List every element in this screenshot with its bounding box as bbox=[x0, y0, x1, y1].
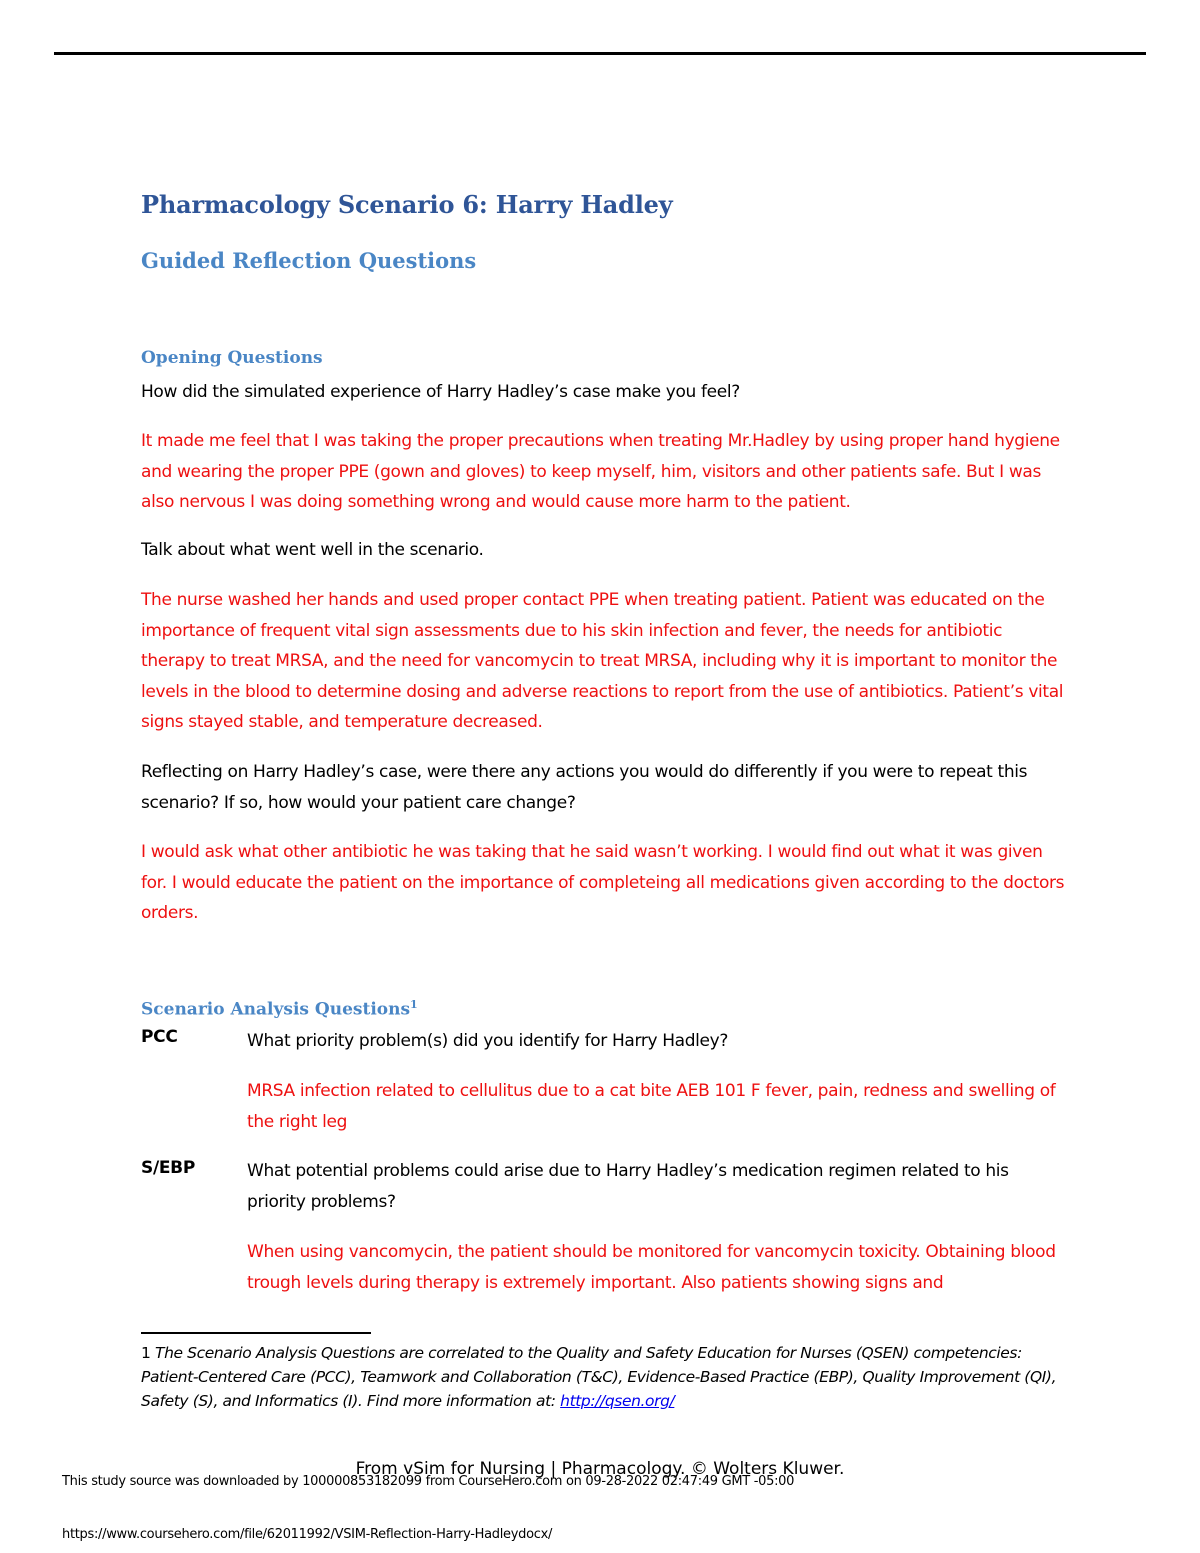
page-subtitle: Guided Reflection Questions bbox=[141, 248, 477, 273]
footnote-text: The Scenario Analysis Questions are correlated to the Quality and Safety Education for Nurses (QSEN) competencies: Patient-Centered Care (PCC), Teamwork and Collaboration (T&C), Evidence-Based Practice (EBP), Quality Improvement (QI), Safety (S), and Informatics (I). Find more information at: bbox=[141, 1344, 1057, 1410]
download-note: This study source was downloaded by 100000853182099 from CourseHero.com on 09-28-2022 02:47:49 GMT -05:00 bbox=[62, 1474, 795, 1489]
top-rule bbox=[54, 52, 1146, 55]
footnote-divider bbox=[141, 1332, 371, 1334]
page-title: Pharmacology Scenario 6: Harry Hadley bbox=[141, 190, 673, 219]
footer-credit: From vSim for Nursing | Pharmacology. © Wolters Kluwer. bbox=[355, 1459, 845, 1479]
analysis-question-2: What potential problems could arise due to Harry Hadley’s medication regimen related to his priority problems? bbox=[247, 1161, 1009, 1212]
opening-question-1: How did the simulated experience of Harry Hadley’s case make you feel? bbox=[141, 382, 740, 402]
footnote-marker[interactable]: 1 bbox=[410, 998, 418, 1011]
opening-answer-2: The nurse washed her hands and used proper contact PPE when treating patient. Patient was educated on the importance of frequent vital sign assessments due to his skin infection and fever, the needs for antibiotic therapy to treat MRSA, and the need for vancomycin to treat MRSA, including why it is important to monitor the levels in the blood to determine dosing and adverse reactions to report from the use of antibiotics. Patient’s vital signs stayed stable, and temperature decreased. bbox=[141, 590, 1064, 732]
opening-answer-3: I would ask what other antibiotic he was taking that he said wasn’t working. I would find out what it was given for. I would educate the patient on the importance of completeing all medications given according to the doctors orders. bbox=[141, 842, 1065, 923]
opening-question-2: Talk about what went well in the scenario. bbox=[141, 540, 484, 560]
competency-code-pcc: PCC bbox=[141, 1027, 178, 1047]
analysis-answer-2: When using vancomycin, the patient should be monitored for vancomycin toxicity. Obtaining blood trough levels during therapy is extremely important. Also patients showing signs and bbox=[247, 1242, 1056, 1293]
competency-code-sebp: S/EBP bbox=[141, 1158, 195, 1178]
scenario-analysis-heading bbox=[141, 998, 418, 1020]
analysis-answer-1: MRSA infection related to cellulitus due to a cat bite AEB 101 F fever, pain, redness and swelling of the right leg bbox=[247, 1081, 1056, 1132]
scenario-analysis-heading-text: Scenario Analysis Questions bbox=[141, 999, 411, 1020]
opening-answer-1: It made me feel that I was taking the proper precautions when treating Mr.Hadley by using proper hand hygiene and wearing the proper PPE (gown and gloves) to keep myself, him, visitors and other patients safe. But I was also nervous I was doing something wrong and would cause more harm to the patient. bbox=[141, 431, 1060, 512]
source-url[interactable]: https://www.coursehero.com/file/62011992/VSIM-Reflection-Harry-Hadleydocx/ bbox=[62, 1527, 553, 1542]
opening-question-3: Reflecting on Harry Hadley’s case, were there any actions you would do differently if you were to repeat this scenario? If so, how would your patient care change? bbox=[141, 762, 1028, 813]
opening-questions-heading: Opening Questions bbox=[141, 348, 323, 368]
footnote-number: 1 bbox=[141, 1344, 151, 1362]
qsen-link[interactable]: http://qsen.org/ bbox=[560, 1392, 675, 1410]
footnote bbox=[141, 1341, 1061, 1413]
analysis-question-1: What priority problem(s) did you identify for Harry Hadley? bbox=[247, 1031, 729, 1051]
